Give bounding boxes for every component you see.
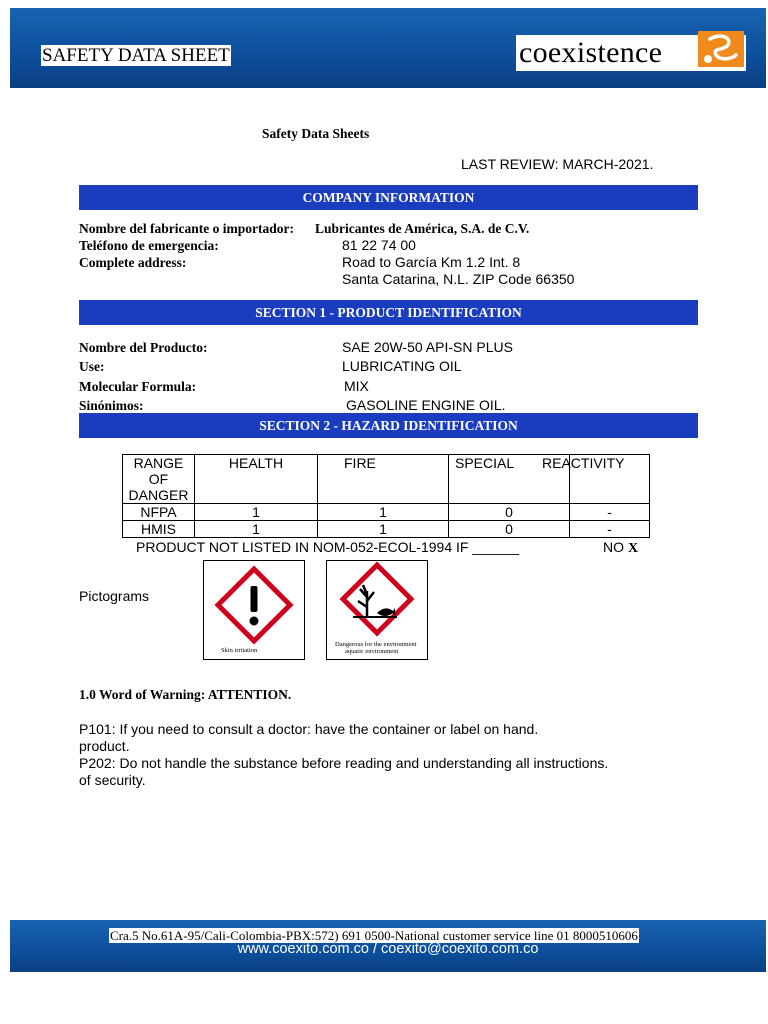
manufacturer-value: Lubricantes de América, S.A. de C.V. bbox=[315, 221, 530, 236]
nom-answer bbox=[603, 539, 638, 557]
doc-subtitle: Safety Data Sheets bbox=[262, 126, 370, 141]
synonyms-value: GASOLINE ENGINE OIL. bbox=[346, 397, 506, 413]
address-label: Complete address: bbox=[79, 255, 187, 270]
formula-value: MIX bbox=[344, 378, 369, 394]
nom-answer-prefix: NO bbox=[603, 539, 624, 555]
pictogram2-caption-line2: aquatic environment bbox=[345, 648, 399, 655]
phone-label: Teléfono de emergencia: bbox=[79, 238, 219, 253]
company-logo bbox=[516, 35, 746, 71]
pictogram-environment bbox=[326, 560, 428, 660]
table-cell: HMIS bbox=[123, 521, 195, 538]
phone-value: 81 22 74 00 bbox=[342, 237, 416, 253]
p101-line-2: product. bbox=[79, 738, 130, 754]
column-header: REACTIVITY bbox=[570, 455, 650, 504]
section2-heading: SECTION 2 - HAZARD IDENTIFICATION bbox=[79, 413, 698, 438]
column-header: FIRE bbox=[318, 455, 449, 504]
use-label: Use: bbox=[79, 359, 105, 374]
p202-line-2: of security. bbox=[79, 772, 146, 788]
logo-text: coexistence bbox=[519, 36, 663, 69]
table-header-row bbox=[123, 455, 650, 504]
section1-heading: SECTION 1 - PRODUCT IDENTIFICATION bbox=[79, 300, 698, 325]
pictogram-exclamation bbox=[203, 560, 305, 660]
table-cell: 1 bbox=[195, 504, 318, 521]
formula-label: Molecular Formula: bbox=[79, 379, 197, 394]
pictograms-label: Pictograms bbox=[79, 588, 150, 604]
table-cell: NFPA bbox=[123, 504, 195, 521]
table-cell: 0 bbox=[449, 504, 570, 521]
table-row bbox=[123, 504, 650, 521]
p101-line-1: P101: If you need to consult a doctor: have the container or label on hand. bbox=[79, 721, 539, 737]
p202-line-1: P202: Do not handle the substance before reading and understanding all instructions. bbox=[79, 755, 609, 771]
footer-web-link[interactable]: www.coexito.com.co / coexito@coexito.com.co bbox=[237, 941, 539, 957]
table-cell: - bbox=[570, 521, 650, 538]
warning-word: 1.0 Word of Warning: ATTENTION. bbox=[79, 687, 292, 702]
nom-statement: PRODUCT NOT LISTED IN NOM-052-ECOL-1994 IF ______ bbox=[136, 539, 520, 555]
table-cell: 0 bbox=[449, 521, 570, 538]
column-header: RANGE OF DANGER bbox=[123, 455, 195, 504]
table-cell: 1 bbox=[318, 504, 449, 521]
table-cell: - bbox=[570, 504, 650, 521]
document-title: SAFETY DATA SHEET bbox=[42, 45, 230, 66]
product-name-value: SAE 20W-50 API-SN PLUS bbox=[342, 339, 513, 355]
logo-swirl-icon bbox=[698, 31, 744, 67]
footer-address: Cra.5 No.61A-95/Cali-Colombia-PBX:572) 691 0500-National customer service line 01 8000510606 bbox=[110, 928, 638, 943]
column-header: SPECIAL bbox=[449, 455, 570, 504]
use-value: LUBRICATING OIL bbox=[342, 358, 462, 374]
pictogram1-caption: Skin irritation bbox=[221, 647, 258, 654]
exclamation-icon bbox=[204, 561, 304, 659]
synonyms-label: Sinónimos: bbox=[79, 398, 144, 413]
table-row bbox=[123, 521, 650, 538]
nom-answer-mark: X bbox=[628, 541, 639, 556]
last-review: LAST REVIEW: MARCH-2021. bbox=[461, 156, 654, 172]
company-info-heading: COMPANY INFORMATION bbox=[79, 185, 698, 210]
hazard-table bbox=[122, 454, 650, 538]
table-cell: 1 bbox=[318, 521, 449, 538]
manufacturer-label: Nombre del fabricante o importador: bbox=[79, 221, 294, 236]
column-header: HEALTH bbox=[195, 455, 318, 504]
pictogram2-caption-line1: Dangerous for the environment bbox=[335, 641, 417, 648]
table-cell: 1 bbox=[195, 521, 318, 538]
address-line-1: Road to García Km 1.2 Int. 8 bbox=[342, 254, 521, 270]
address-line-2: Santa Catarina, N.L. ZIP Code 66350 bbox=[342, 271, 575, 287]
product-name-label: Nombre del Producto: bbox=[79, 340, 208, 355]
